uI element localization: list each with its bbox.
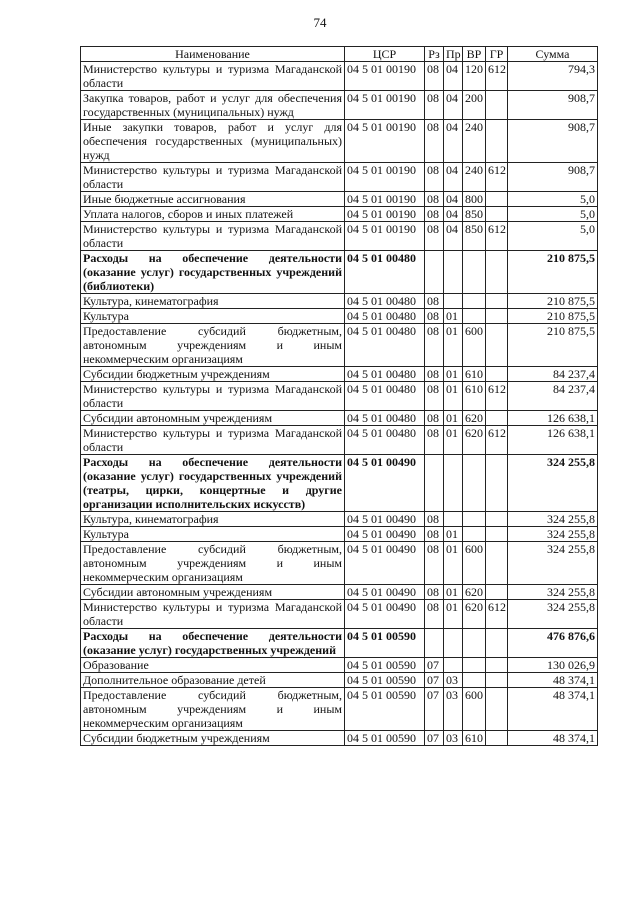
cell-name: Образование xyxy=(81,658,345,673)
cell-name: Расходы на обеспечение деятельности (оказание услуг) государственных учреждений (театры, цирки, концертные и другие организации исполнительских искусств) xyxy=(81,455,345,512)
cell-gr xyxy=(486,251,508,294)
table-row xyxy=(81,585,598,600)
cell-name: Министерство культуры и туризма Магаданской области xyxy=(81,426,345,455)
cell-pr: 01 xyxy=(444,309,463,324)
cell-pr: 04 xyxy=(444,120,463,163)
cell-vr: 850 xyxy=(463,207,486,222)
table-row xyxy=(81,192,598,207)
cell-name: Субсидии бюджетным учреждениям xyxy=(81,367,345,382)
cell-pr: 01 xyxy=(444,600,463,629)
cell-pr: 01 xyxy=(444,411,463,426)
cell-vr: 610 xyxy=(463,367,486,382)
cell-sum: 324 255,8 xyxy=(508,585,598,600)
cell-rz: 07 xyxy=(425,731,444,746)
cell-vr: 240 xyxy=(463,120,486,163)
table-row xyxy=(81,542,598,585)
cell-pr xyxy=(444,629,463,658)
cell-csr: 04 5 01 00490 xyxy=(345,542,425,585)
cell-vr: 850 xyxy=(463,222,486,251)
cell-rz: 08 xyxy=(425,542,444,585)
cell-gr xyxy=(486,731,508,746)
table-row xyxy=(81,629,598,658)
cell-pr: 04 xyxy=(444,192,463,207)
header-rz: Рз xyxy=(425,47,444,62)
cell-gr xyxy=(486,367,508,382)
cell-name: Субсидии бюджетным учреждениям xyxy=(81,731,345,746)
cell-vr: 800 xyxy=(463,192,486,207)
table-row xyxy=(81,91,598,120)
cell-gr xyxy=(486,207,508,222)
header-sum: Сумма xyxy=(508,47,598,62)
cell-gr xyxy=(486,585,508,600)
table-row xyxy=(81,207,598,222)
table-row xyxy=(81,163,598,192)
cell-name: Расходы на обеспечение деятельности (оказание услуг) государственных учреждений (библиотеки) xyxy=(81,251,345,294)
cell-csr: 04 5 01 00190 xyxy=(345,222,425,251)
cell-sum: 126 638,1 xyxy=(508,411,598,426)
cell-rz: 07 xyxy=(425,673,444,688)
cell-gr xyxy=(486,527,508,542)
cell-csr: 04 5 01 00480 xyxy=(345,411,425,426)
cell-gr xyxy=(486,673,508,688)
table-row xyxy=(81,426,598,455)
cell-name: Министерство культуры и туризма Магаданской области xyxy=(81,163,345,192)
cell-gr xyxy=(486,542,508,585)
table-row xyxy=(81,324,598,367)
cell-vr: 600 xyxy=(463,324,486,367)
cell-vr xyxy=(463,629,486,658)
cell-sum: 324 255,8 xyxy=(508,542,598,585)
cell-pr: 04 xyxy=(444,163,463,192)
cell-rz: 08 xyxy=(425,382,444,411)
cell-name: Предоставление субсидий бюджетным, автономным учреждениям и иным некоммерческим организациям xyxy=(81,542,345,585)
cell-sum: 126 638,1 xyxy=(508,426,598,455)
cell-csr: 04 5 01 00190 xyxy=(345,120,425,163)
cell-csr: 04 5 01 00590 xyxy=(345,673,425,688)
cell-rz: 08 xyxy=(425,512,444,527)
cell-csr: 04 5 01 00590 xyxy=(345,658,425,673)
header-name: Наименование xyxy=(81,47,345,62)
cell-rz: 08 xyxy=(425,426,444,455)
cell-gr xyxy=(486,688,508,731)
cell-csr: 04 5 01 00490 xyxy=(345,512,425,527)
cell-gr xyxy=(486,411,508,426)
cell-name: Культура, кинематография xyxy=(81,512,345,527)
cell-vr xyxy=(463,658,486,673)
cell-sum: 210 875,5 xyxy=(508,309,598,324)
cell-rz: 08 xyxy=(425,324,444,367)
cell-rz: 08 xyxy=(425,309,444,324)
cell-csr: 04 5 01 00480 xyxy=(345,324,425,367)
table-row xyxy=(81,294,598,309)
table-row xyxy=(81,411,598,426)
cell-csr: 04 5 01 00490 xyxy=(345,585,425,600)
page-number: 74 xyxy=(313,15,327,30)
cell-rz: 07 xyxy=(425,658,444,673)
cell-gr: 612 xyxy=(486,600,508,629)
cell-sum: 84 237,4 xyxy=(508,382,598,411)
cell-sum: 476 876,6 xyxy=(508,629,598,658)
cell-gr xyxy=(486,455,508,512)
cell-sum: 210 875,5 xyxy=(508,324,598,367)
table-row xyxy=(81,527,598,542)
cell-rz xyxy=(425,251,444,294)
cell-vr: 600 xyxy=(463,688,486,731)
cell-csr: 04 5 01 00480 xyxy=(345,251,425,294)
cell-sum: 908,7 xyxy=(508,91,598,120)
cell-rz: 08 xyxy=(425,222,444,251)
cell-csr: 04 5 01 00190 xyxy=(345,192,425,207)
budget-table xyxy=(80,46,598,746)
cell-gr: 612 xyxy=(486,382,508,411)
cell-csr: 04 5 01 00490 xyxy=(345,527,425,542)
cell-name: Уплата налогов, сборов и иных платежей xyxy=(81,207,345,222)
table-body xyxy=(81,62,598,746)
cell-sum: 210 875,5 xyxy=(508,294,598,309)
cell-sum: 5,0 xyxy=(508,192,598,207)
cell-sum: 324 255,8 xyxy=(508,600,598,629)
cell-pr: 01 xyxy=(444,585,463,600)
cell-pr: 01 xyxy=(444,542,463,585)
cell-vr: 620 xyxy=(463,585,486,600)
cell-rz: 08 xyxy=(425,600,444,629)
header-pr: Пр xyxy=(444,47,463,62)
header-vr: ВР xyxy=(463,47,486,62)
cell-rz xyxy=(425,629,444,658)
table-row xyxy=(81,382,598,411)
cell-gr xyxy=(486,629,508,658)
cell-vr xyxy=(463,455,486,512)
cell-gr xyxy=(486,91,508,120)
cell-name: Министерство культуры и туризма Магаданской области xyxy=(81,382,345,411)
table-row xyxy=(81,62,598,91)
cell-csr: 04 5 01 00590 xyxy=(345,629,425,658)
cell-gr xyxy=(486,120,508,163)
cell-rz: 08 xyxy=(425,527,444,542)
cell-csr: 04 5 01 00190 xyxy=(345,207,425,222)
table-row xyxy=(81,673,598,688)
cell-pr: 04 xyxy=(444,62,463,91)
cell-csr: 04 5 01 00190 xyxy=(345,163,425,192)
cell-sum: 48 374,1 xyxy=(508,688,598,731)
cell-vr: 600 xyxy=(463,542,486,585)
cell-vr: 610 xyxy=(463,382,486,411)
cell-vr xyxy=(463,309,486,324)
cell-sum: 324 255,8 xyxy=(508,527,598,542)
cell-vr: 620 xyxy=(463,411,486,426)
cell-sum: 794,3 xyxy=(508,62,598,91)
cell-sum: 908,7 xyxy=(508,120,598,163)
table-row xyxy=(81,512,598,527)
table-row xyxy=(81,455,598,512)
table-row xyxy=(81,658,598,673)
cell-name: Дополнительное образование детей xyxy=(81,673,345,688)
header-gr: ГР xyxy=(486,47,508,62)
cell-pr xyxy=(444,455,463,512)
cell-csr: 04 5 01 00490 xyxy=(345,455,425,512)
table-row xyxy=(81,731,598,746)
cell-sum: 210 875,5 xyxy=(508,251,598,294)
cell-pr: 01 xyxy=(444,324,463,367)
cell-vr xyxy=(463,251,486,294)
cell-gr: 612 xyxy=(486,163,508,192)
cell-sum: 324 255,8 xyxy=(508,455,598,512)
cell-vr: 610 xyxy=(463,731,486,746)
cell-gr xyxy=(486,658,508,673)
cell-sum: 84 237,4 xyxy=(508,367,598,382)
cell-name: Иные бюджетные ассигнования xyxy=(81,192,345,207)
cell-vr: 200 xyxy=(463,91,486,120)
cell-rz: 07 xyxy=(425,688,444,731)
cell-csr: 04 5 01 00480 xyxy=(345,309,425,324)
cell-csr: 04 5 01 00480 xyxy=(345,382,425,411)
cell-rz: 08 xyxy=(425,62,444,91)
cell-name: Культура xyxy=(81,527,345,542)
cell-gr: 612 xyxy=(486,62,508,91)
cell-name: Предоставление субсидий бюджетным, автономным учреждениям и иным некоммерческим организациям xyxy=(81,688,345,731)
cell-csr: 04 5 01 00190 xyxy=(345,91,425,120)
cell-pr: 03 xyxy=(444,731,463,746)
cell-pr: 01 xyxy=(444,382,463,411)
cell-sum: 48 374,1 xyxy=(508,673,598,688)
cell-rz: 08 xyxy=(425,367,444,382)
cell-rz: 08 xyxy=(425,585,444,600)
cell-pr: 03 xyxy=(444,673,463,688)
cell-gr: 612 xyxy=(486,426,508,455)
cell-rz: 08 xyxy=(425,192,444,207)
cell-gr xyxy=(486,324,508,367)
cell-pr xyxy=(444,294,463,309)
cell-vr xyxy=(463,294,486,309)
header-csr: ЦСР xyxy=(345,47,425,62)
cell-pr: 01 xyxy=(444,527,463,542)
table-row xyxy=(81,367,598,382)
cell-csr: 04 5 01 00590 xyxy=(345,688,425,731)
cell-vr: 120 xyxy=(463,62,486,91)
table-row xyxy=(81,688,598,731)
cell-vr xyxy=(463,527,486,542)
cell-pr: 04 xyxy=(444,222,463,251)
cell-sum: 5,0 xyxy=(508,207,598,222)
cell-name: Предоставление субсидий бюджетным, автономным учреждениям и иным некоммерческим организациям xyxy=(81,324,345,367)
cell-rz xyxy=(425,455,444,512)
cell-name: Закупка товаров, работ и услуг для обеспечения государственных (муниципальных) нужд xyxy=(81,91,345,120)
cell-csr: 04 5 01 00490 xyxy=(345,600,425,629)
cell-name: Культура, кинематография xyxy=(81,294,345,309)
cell-csr: 04 5 01 00480 xyxy=(345,426,425,455)
cell-rz: 08 xyxy=(425,294,444,309)
table-row xyxy=(81,222,598,251)
cell-vr: 620 xyxy=(463,426,486,455)
table-row xyxy=(81,600,598,629)
cell-name: Субсидии автономным учреждениям xyxy=(81,411,345,426)
cell-rz: 08 xyxy=(425,163,444,192)
cell-csr: 04 5 01 00190 xyxy=(345,62,425,91)
cell-sum: 324 255,8 xyxy=(508,512,598,527)
cell-pr: 03 xyxy=(444,688,463,731)
table-row xyxy=(81,120,598,163)
cell-rz: 08 xyxy=(425,207,444,222)
cell-pr xyxy=(444,251,463,294)
table-header-row xyxy=(81,47,598,62)
cell-sum: 130 026,9 xyxy=(508,658,598,673)
cell-vr xyxy=(463,512,486,527)
cell-name: Министерство культуры и туризма Магаданской области xyxy=(81,600,345,629)
cell-name: Иные закупки товаров, работ и услуг для обеспечения государственных (муниципальных) нужд xyxy=(81,120,345,163)
cell-name: Субсидии автономным учреждениям xyxy=(81,585,345,600)
cell-vr xyxy=(463,673,486,688)
cell-gr xyxy=(486,294,508,309)
cell-rz: 08 xyxy=(425,411,444,426)
table-row xyxy=(81,251,598,294)
cell-gr xyxy=(486,512,508,527)
cell-sum: 908,7 xyxy=(508,163,598,192)
cell-gr: 612 xyxy=(486,222,508,251)
cell-csr: 04 5 01 00590 xyxy=(345,731,425,746)
cell-gr xyxy=(486,192,508,207)
cell-gr xyxy=(486,309,508,324)
cell-sum: 5,0 xyxy=(508,222,598,251)
cell-sum: 48 374,1 xyxy=(508,731,598,746)
cell-csr: 04 5 01 00480 xyxy=(345,367,425,382)
cell-rz: 08 xyxy=(425,91,444,120)
cell-name: Культура xyxy=(81,309,345,324)
cell-pr: 01 xyxy=(444,367,463,382)
cell-pr xyxy=(444,512,463,527)
cell-name: Расходы на обеспечение деятельности (оказание услуг) государственных учреждений xyxy=(81,629,345,658)
cell-pr: 01 xyxy=(444,426,463,455)
cell-csr: 04 5 01 00480 xyxy=(345,294,425,309)
cell-rz: 08 xyxy=(425,120,444,163)
cell-name: Министерство культуры и туризма Магаданской области xyxy=(81,222,345,251)
cell-pr: 04 xyxy=(444,207,463,222)
cell-pr xyxy=(444,658,463,673)
cell-pr: 04 xyxy=(444,91,463,120)
cell-vr: 620 xyxy=(463,600,486,629)
cell-vr: 240 xyxy=(463,163,486,192)
table-row xyxy=(81,309,598,324)
cell-name: Министерство культуры и туризма Магаданской области xyxy=(81,62,345,91)
